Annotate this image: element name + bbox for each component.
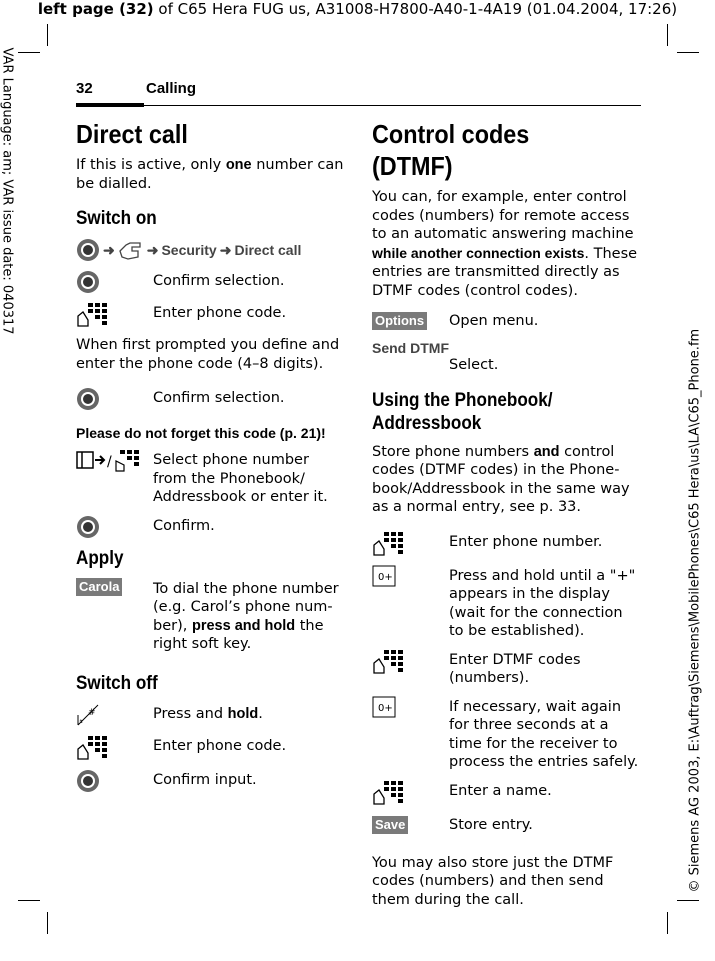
header-rule <box>76 105 641 106</box>
crop-mark <box>677 900 699 901</box>
header-rule-accent <box>76 103 144 107</box>
step-row <box>372 649 640 688</box>
step-row <box>76 515 344 539</box>
page-number: 32 <box>76 80 93 97</box>
step-text: Confirm selection. <box>153 273 285 289</box>
step-row <box>76 578 344 654</box>
nav-key-icon <box>76 515 100 539</box>
step-text: Enter phone code. <box>153 305 287 321</box>
step-text: Enter DTMF codes (numbers). <box>449 651 581 686</box>
step-text: If necessary, wait again for three seconds at a time for the receiver to process the entries safely. <box>449 698 639 770</box>
dtmf-intro: You can, for example, enter control codes (numbers) for remote access to an automatic answering machine while another connection exists. These entries are transmitted directly as DTMF codes (control codes). <box>372 189 638 299</box>
heading-switch-off: Switch off <box>76 672 158 694</box>
step-text: Enter a name. <box>449 782 552 799</box>
menu-path <box>76 238 344 262</box>
heading-phonebook: Using the Phonebook/ Addressbook <box>372 389 553 434</box>
step-text: Confirm. <box>153 517 215 534</box>
step-row <box>372 696 640 772</box>
crop-mark <box>18 52 40 53</box>
left-column <box>76 118 344 801</box>
step-row <box>372 780 640 806</box>
step-row <box>76 449 344 507</box>
crop-mark <box>18 900 40 901</box>
section-title: Calling <box>146 80 197 97</box>
step-text: Enter phone code. <box>153 737 287 754</box>
svg-text:#: # <box>88 707 96 718</box>
keypad-icon <box>372 780 406 806</box>
phonebook-or-keypad-icon <box>76 449 142 473</box>
crop-mark <box>667 24 668 46</box>
svg-text:0+: 0+ <box>378 702 393 714</box>
keypad-icon <box>372 531 406 557</box>
step-row <box>372 814 640 836</box>
step-row <box>372 565 640 641</box>
arrow-icon: ➜ <box>146 241 159 258</box>
keypad-icon <box>76 735 110 761</box>
zero-plus-key-icon <box>372 696 396 718</box>
keypad-icon <box>76 302 110 328</box>
svg-text:↯: ↯ <box>79 718 84 725</box>
nav-key-icon <box>76 238 100 262</box>
step-row <box>76 769 344 793</box>
phonebook-intro: Store phone numbers and control codes (DTMF codes) in the Phone-book/Addressbook in the same way as a normal entry, see p. 33. <box>372 443 630 515</box>
heading-switch-on: Switch on <box>76 208 157 229</box>
direct-call-intro: If this is active, only one number can be dialled. <box>76 157 344 192</box>
crop-mark <box>667 912 668 934</box>
side-var-language: VAR Language: am; VAR issue date: 040317 <box>0 47 15 335</box>
phonebook-outro: You may also store just the DTMF codes (numbers) and then send them during the call. <box>372 854 614 908</box>
menu-security: Security <box>161 242 217 258</box>
apply-text: To dial the phone number (e.g. Carol’s phone num-ber), press and hold the right soft key. <box>153 580 339 652</box>
step-text: Enter phone number. <box>449 533 603 550</box>
hash-key-icon <box>76 703 100 727</box>
arrow-icon: ➜ <box>103 241 115 258</box>
step-text: Store entry. <box>449 816 533 833</box>
softkey-options: Options <box>372 312 427 330</box>
print-header <box>0 0 715 18</box>
step-row <box>76 387 344 411</box>
step-text: Confirm input. <box>153 771 257 788</box>
crop-mark <box>47 24 48 46</box>
softkey-save: Save <box>372 816 408 834</box>
step-row <box>76 735 344 761</box>
keypad-icon <box>372 649 406 675</box>
svg-text:/: / <box>107 454 112 470</box>
step-text: Press and hold until a "+" appears in the display (wait for the connection to be established). <box>449 567 636 639</box>
nav-key-icon <box>76 387 100 411</box>
side-copyright: © Siemens AG 2003, E:\Auftrag\Siemens\MobilePhones\C65 Hera\us\LA\C65_Phone.fm <box>687 328 703 893</box>
svg-text:0+: 0+ <box>378 571 393 583</box>
step-text: Open menu. <box>449 313 539 329</box>
menu-direct-call: Direct call <box>234 242 302 258</box>
step-row <box>372 310 640 332</box>
nav-key-icon <box>76 769 100 793</box>
right-column <box>372 118 640 909</box>
step-text: Select. <box>449 357 499 373</box>
settings-hand-icon <box>118 239 144 261</box>
zero-plus-key-icon <box>372 565 396 587</box>
code-paragraph: When first prompted you define and enter the phone code (4–8 digits). <box>76 337 340 372</box>
step-text: Press and hold. <box>153 705 263 722</box>
crop-mark <box>47 912 48 934</box>
heading-control-codes: Control codes (DTMF) <box>372 119 530 181</box>
step-row <box>76 302 344 328</box>
heading-apply: Apply <box>76 547 124 569</box>
send-dtmf-row <box>372 340 640 375</box>
menu-send-dtmf: Send DTMF <box>372 340 449 356</box>
print-header-rest: of C65 Hera FUG us, A31008-H7800-A40-1-4A19 (01.04.2004, 17:26) <box>153 0 678 18</box>
step-text: Confirm selection. <box>153 390 285 406</box>
softkey-carola: Carola <box>76 578 122 596</box>
print-header-bold: left page (32) <box>37 0 154 18</box>
step-row <box>372 531 640 557</box>
nav-key-icon <box>76 270 100 294</box>
step-row <box>76 270 344 294</box>
step-text: Select phone number from the Phonebook/ Addressbook or enter it. <box>153 452 328 505</box>
crop-mark <box>677 52 699 53</box>
step-row <box>76 703 344 727</box>
heading-direct-call: Direct call <box>76 119 188 149</box>
code-note: Please do not forget this code (p. 21)! <box>76 425 326 441</box>
arrow-icon: ➜ <box>219 241 232 258</box>
